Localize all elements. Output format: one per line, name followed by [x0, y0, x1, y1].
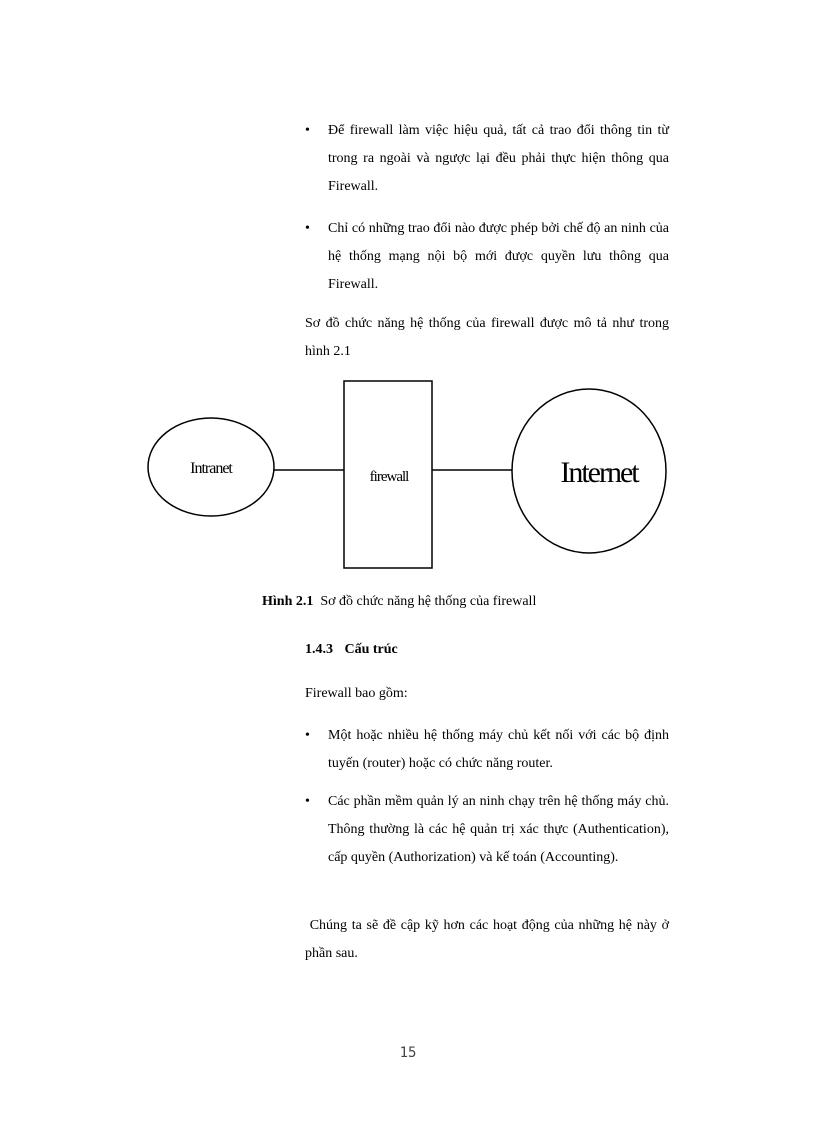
bullet-text: Các phần mềm quản lý an ninh chạy trên hệ thống máy chủ. Thông thường là các hệ quản trị xác thực (Authentication), cấp quyền (Authorization) và kế toán (Accounting). [328, 794, 669, 865]
structure-intro: Firewall bao gồm: [305, 686, 408, 701]
bullet-marker: • [305, 794, 310, 809]
figure-caption [262, 592, 536, 612]
bullet-text: Chỉ có những trao đổi nào được phép bởi chế độ an ninh của hệ thống mạng nội bộ mới được quyền lưu thông qua Firewall. [328, 221, 669, 292]
bullet-item [305, 722, 669, 778]
bullet-marker: • [305, 728, 310, 743]
bullet-item [305, 788, 669, 872]
bullet-text: Một hoặc nhiều hệ thống máy chủ kết nối với các bộ định tuyến (router) hoặc có chức năng router. [328, 728, 669, 771]
section-heading [305, 640, 398, 660]
intro-paragraph: Sơ đồ chức năng hệ thống của firewall được mô tả như trong hình 2.1 [305, 316, 669, 359]
caption-label: Hình 2.1 [262, 594, 314, 609]
section-title: Cấu trúc [344, 642, 398, 657]
bullet-marker: • [305, 123, 310, 138]
bullet-text: Để firewall làm việc hiệu quả, tất cả trao đổi thông tin từ trong ra ngoài và ngược lại đều phải thực hiện thông qua Firewall. [328, 123, 669, 194]
intranet-label: Intranet [190, 460, 232, 477]
bullet-marker: • [305, 221, 310, 236]
internet-label: Internet [560, 456, 638, 489]
section-number: 1.4.3 [305, 642, 333, 657]
firewall-label: firewall [369, 469, 409, 485]
page-number: 15 [399, 1045, 417, 1061]
caption-text: Sơ đồ chức năng hệ thống của firewall [320, 594, 537, 609]
closing-paragraph: Chúng ta sẽ đề cập kỹ hơn các hoạt động của những hệ này ở phần sau. [305, 918, 673, 961]
